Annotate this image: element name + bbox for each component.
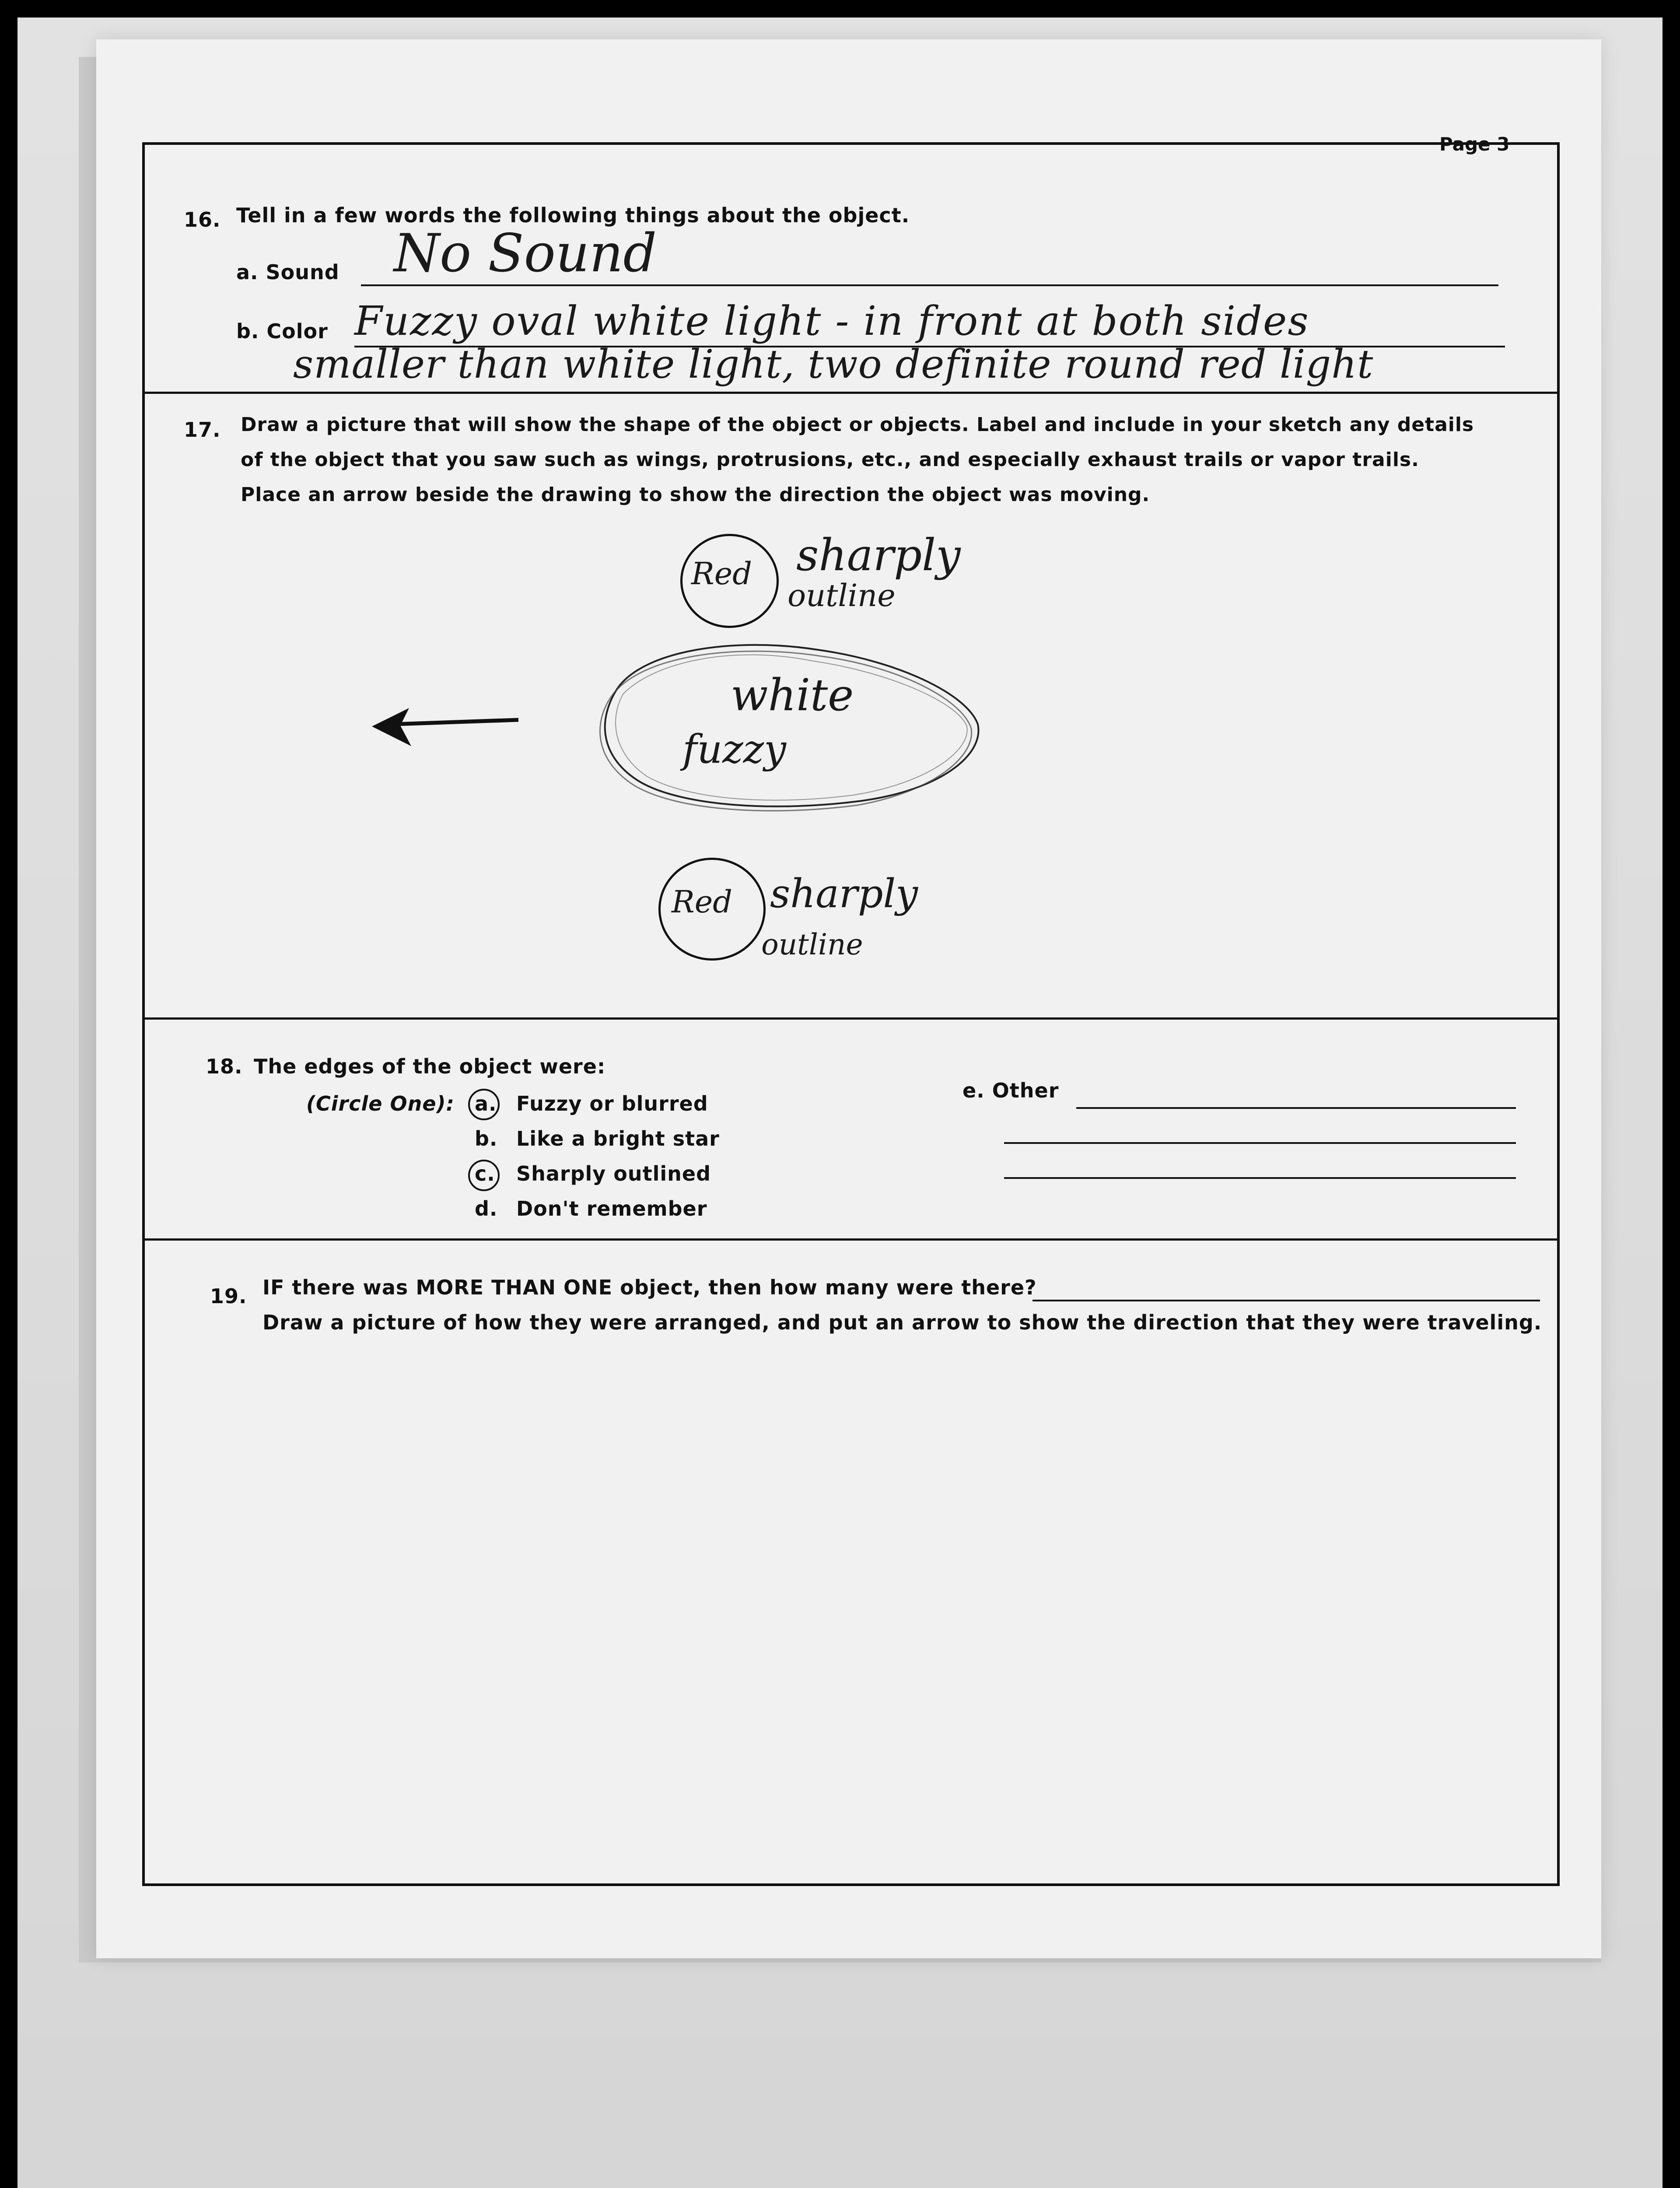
white-fuzzy-oval (591, 624, 984, 825)
q16-number: 16. (184, 208, 221, 231)
form-page (96, 39, 1601, 1958)
color-answer-line1[interactable]: Fuzzy oval white light - in front at both sides (354, 298, 1309, 344)
option-c-text[interactable]: Sharply outlined (516, 1162, 711, 1185)
q18-prompt: The edges of the object were: (254, 1055, 606, 1078)
option-c-letter[interactable]: c. (475, 1162, 495, 1185)
q16-prompt: Tell in a few words the following things about the object. (236, 203, 910, 227)
top-note-1: sharply (796, 529, 961, 581)
q19-line1: IF there was MORE THAN ONE object, then how many were there? (262, 1276, 1037, 1299)
other-line-2[interactable] (1004, 1142, 1516, 1144)
bottom-note-1: sharply (770, 871, 918, 917)
option-b-letter[interactable]: b. (475, 1127, 498, 1150)
top-note-2: outline (788, 578, 896, 614)
q18-divider (142, 1238, 1560, 1241)
q17-line1: Draw a picture that will show the shape of the object or objects. Label and include in your sketch any details (241, 414, 1474, 436)
option-b-text[interactable]: Like a bright star (516, 1127, 720, 1150)
q16-divider (142, 392, 1560, 394)
other-line-1[interactable] (1076, 1107, 1516, 1109)
option-a-letter[interactable]: a. (475, 1092, 497, 1115)
color-answer-line2[interactable]: smaller than white light, two definite round red light (293, 341, 1374, 387)
q17-line2: of the object that you saw such as wings, protrusions, etc., and especially exhaust trails or vapor trails. (241, 449, 1419, 471)
other-line-3[interactable] (1004, 1177, 1516, 1179)
option-d-text[interactable]: Don't remember (516, 1197, 707, 1220)
option-a-text[interactable]: Fuzzy or blurred (516, 1092, 708, 1115)
q19-line2: Draw a picture of how they were arranged, and put an arrow to show the direction that they were traveling. (262, 1311, 1542, 1334)
option-e-other-label: e. Other (962, 1079, 1059, 1102)
q17-divider (142, 1017, 1560, 1020)
bottom-note-2: outline (761, 928, 863, 961)
q17-number: 17. (184, 418, 221, 442)
option-d-letter[interactable]: d. (475, 1197, 498, 1220)
q19-number: 19. (210, 1284, 247, 1308)
q19-drawing-area[interactable] (153, 1348, 1549, 1877)
q18-instruction: (Circle One): (306, 1092, 455, 1115)
direction-arrow-icon (368, 700, 525, 753)
center-label-white: white (731, 670, 854, 721)
q16-sound-label: a. Sound (236, 260, 340, 284)
sound-answer[interactable]: No Sound (394, 223, 657, 284)
q16-color-label: b. Color (236, 319, 328, 343)
bottom-red-label: Red (672, 884, 732, 920)
q18-number: 18. (206, 1055, 243, 1078)
top-red-label: Red (691, 556, 752, 592)
q17-line3: Place an arrow beside the drawing to show the direction the object was moving. (241, 484, 1150, 506)
q19-count-line[interactable] (1032, 1300, 1540, 1301)
sound-answer-line (361, 284, 1498, 286)
page-number: Page 3 (1439, 133, 1510, 155)
center-label-fuzzy: fuzzy (682, 726, 786, 772)
